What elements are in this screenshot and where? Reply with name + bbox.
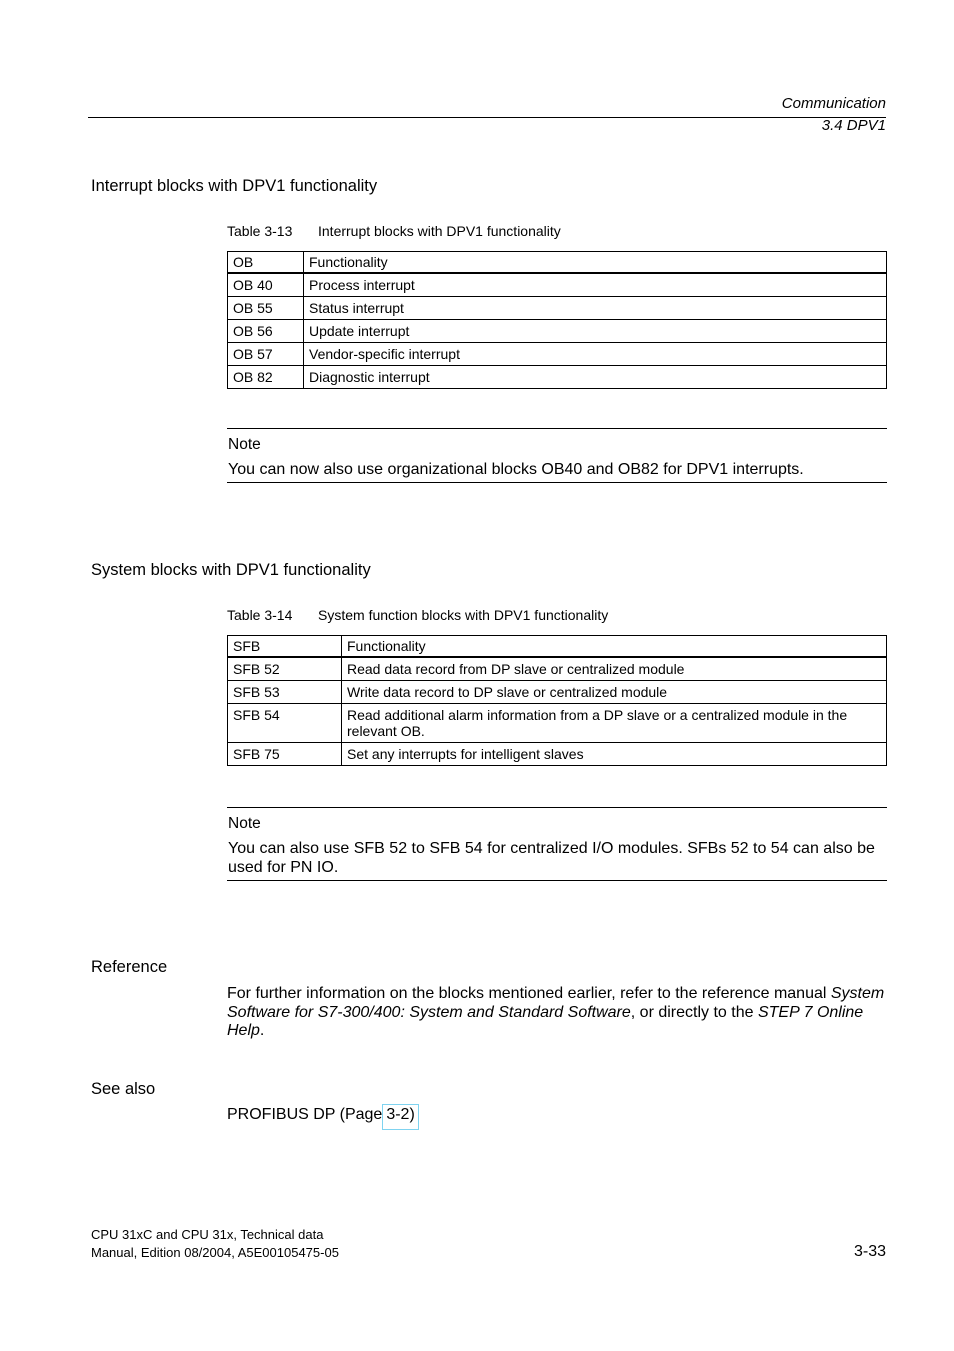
note-title: Note <box>228 815 261 832</box>
see-also-heading: See also <box>91 1080 156 1098</box>
reference-text-part: . <box>259 1022 265 1039</box>
caption-number: Table 3-14 <box>227 607 293 623</box>
footer-manual-info <box>91 1226 339 1262</box>
header-rule <box>88 117 886 118</box>
column-header: SFB <box>228 636 342 658</box>
table-row <box>228 366 887 389</box>
interrupt-blocks-table <box>227 251 887 389</box>
table-row <box>228 343 887 366</box>
interrupt-heading: Interrupt blocks with DPV1 functionality <box>91 177 378 195</box>
table-3-14-caption <box>227 607 608 623</box>
table-header-row <box>228 636 887 658</box>
table-row <box>228 743 887 766</box>
ob-cell: OB 82 <box>228 366 304 389</box>
reference-heading: Reference <box>91 958 168 976</box>
system-note <box>227 807 887 881</box>
table-row <box>228 704 887 743</box>
page-number: 3-33 <box>853 1243 886 1260</box>
caption-number: Table 3-13 <box>227 223 293 239</box>
sfb-cell: SFB 53 <box>228 681 342 704</box>
reference-manual-title: System Software for S7-300/400: System and Standard Software <box>227 985 885 1021</box>
ob-cell: OB 57 <box>228 343 304 366</box>
functionality-cell: Status interrupt <box>304 297 887 320</box>
header-section: 3.4 DPV1 <box>821 117 886 134</box>
functionality-cell: Read additional alarm information from a DP slave or a centralized module in the relevant OB. <box>342 704 887 743</box>
footer-line: CPU 31xC and CPU 31x, Technical data <box>91 1227 324 1242</box>
note-title: Note <box>228 436 261 453</box>
functionality-cell: Write data record to DP slave or centralized module <box>342 681 887 704</box>
table-row <box>228 320 887 343</box>
table-row <box>228 657 887 681</box>
table-row <box>228 273 887 297</box>
functionality-cell: Diagnostic interrupt <box>304 366 887 389</box>
functionality-cell: Update interrupt <box>304 320 887 343</box>
system-heading: System blocks with DPV1 functionality <box>91 561 371 579</box>
column-header: Functionality <box>342 636 887 658</box>
note-text: You can also use SFB 52 to SFB 54 for centralized I/O modules. SFBs 52 to 54 can also be used for PN IO. <box>228 840 875 876</box>
caption-title: System function blocks with DPV1 functionality <box>318 607 609 623</box>
reference-text-part: , or directly to the <box>630 1003 758 1021</box>
note-text: You can now also use organizational blocks OB40 and OB82 for DPV1 interrupts. <box>228 461 804 478</box>
caption-title: Interrupt blocks with DPV1 functionality <box>318 223 561 239</box>
reference-text <box>227 985 887 1041</box>
interrupt-note <box>227 428 887 483</box>
column-header: Functionality <box>304 252 887 274</box>
functionality-cell: Process interrupt <box>304 273 887 297</box>
ob-cell: OB 40 <box>228 273 304 297</box>
column-header: OB <box>228 252 304 274</box>
sfb-cell: SFB 52 <box>228 657 342 681</box>
table-row <box>228 297 887 320</box>
table-row <box>228 681 887 704</box>
table-header-row <box>228 252 887 274</box>
functionality-cell: Read data record from DP slave or centralized module <box>342 657 887 681</box>
functionality-cell: Vendor-specific interrupt <box>304 343 887 366</box>
functionality-cell: Set any interrupts for intelligent slaves <box>342 743 887 766</box>
footer-line: Manual, Edition 08/2004, A5E00105475-05 <box>91 1245 339 1260</box>
table-3-13-caption <box>227 223 561 239</box>
header-chapter: Communication <box>781 95 886 112</box>
system-blocks-table <box>227 635 887 766</box>
reference-text-part: For further information on the blocks mentioned earlier, refer to the reference manual <box>227 985 831 1002</box>
link-prefix[interactable]: PROFIBUS DP (Page <box>227 1106 383 1123</box>
sfb-cell: SFB 75 <box>228 743 342 766</box>
page-reference-link[interactable]: 3-2) <box>382 1104 418 1130</box>
online-help-title: STEP 7 Online Help <box>227 1003 864 1039</box>
ob-cell: OB 56 <box>228 320 304 343</box>
see-also-link[interactable] <box>227 1106 887 1125</box>
ob-cell: OB 55 <box>228 297 304 320</box>
sfb-cell: SFB 54 <box>228 704 342 743</box>
